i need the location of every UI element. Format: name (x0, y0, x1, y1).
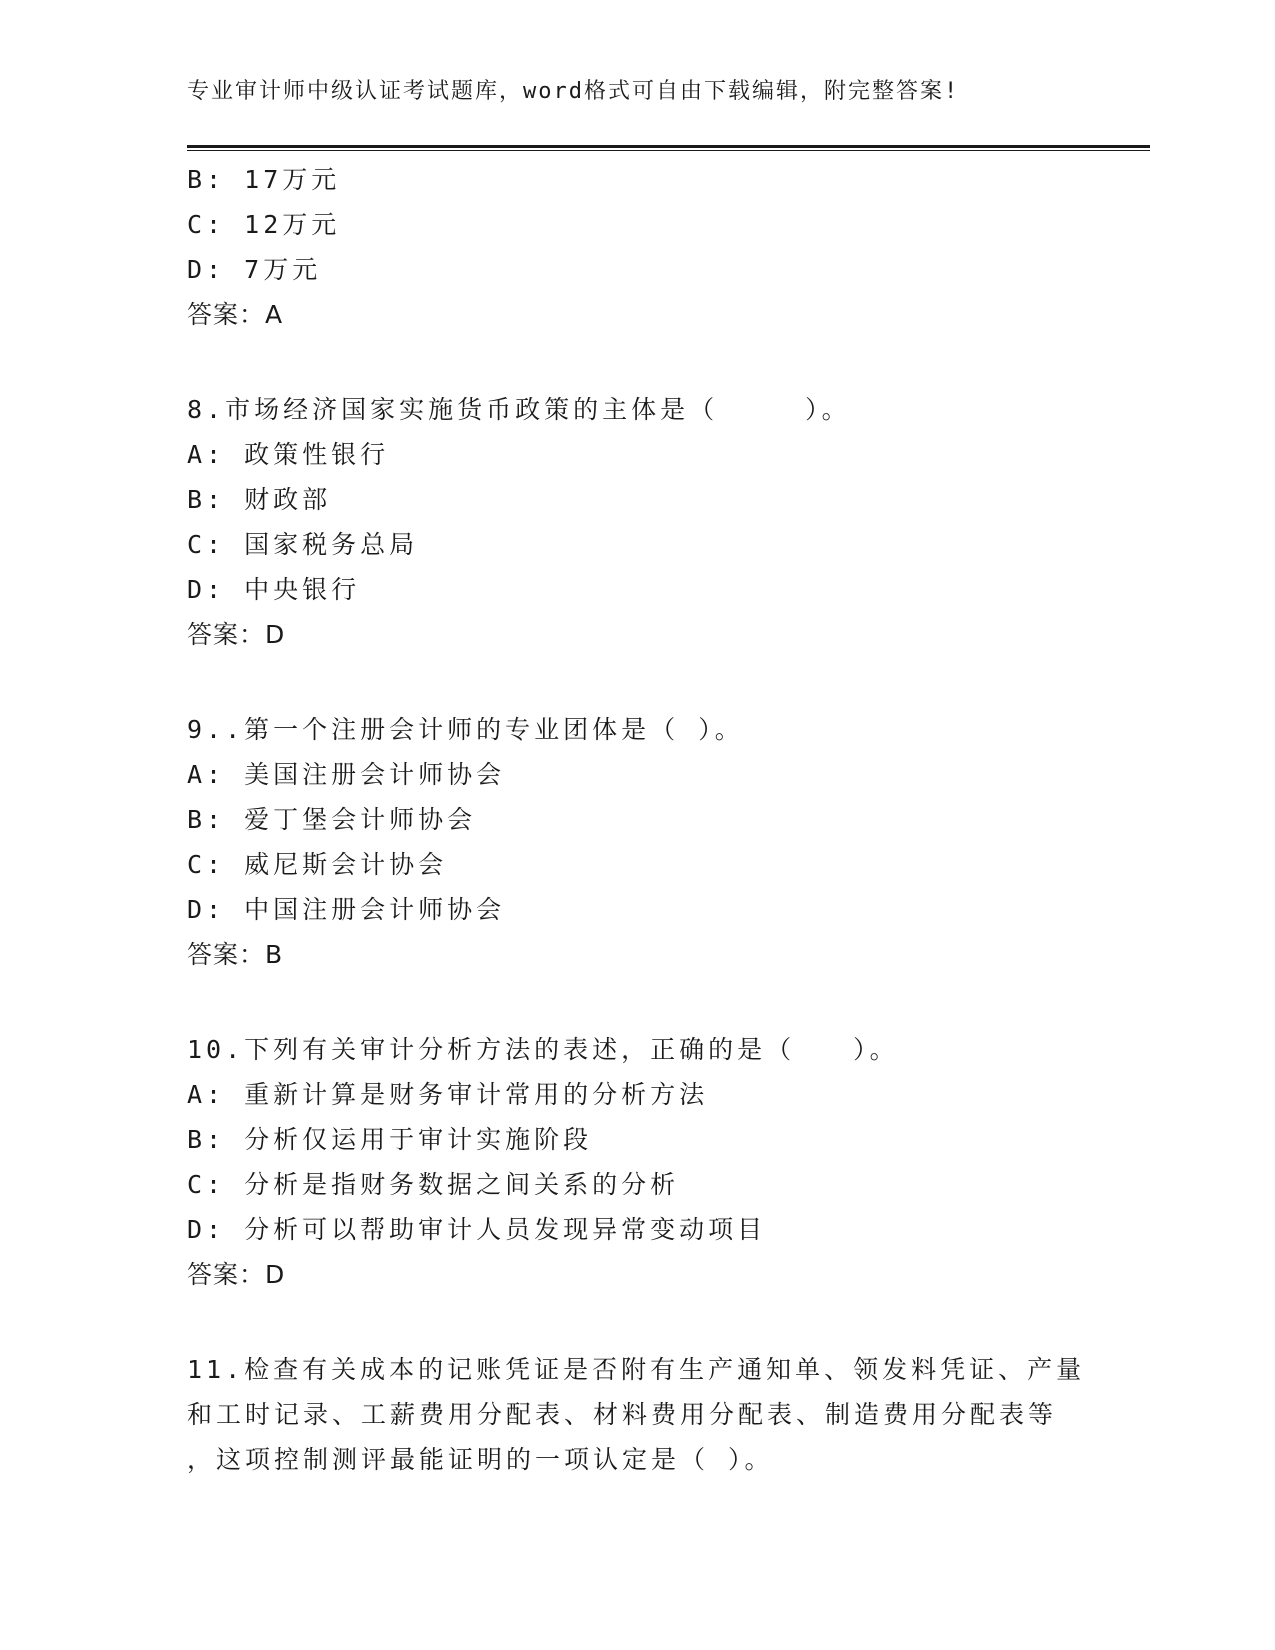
question-11 (187, 1347, 1087, 1482)
answer: 答案：D (187, 620, 286, 649)
page-header: 专业审计师中级认证考试题库，word格式可自由下载编辑，附完整答案! (187, 79, 960, 104)
answer: 答案：A (187, 300, 284, 329)
prev-question (187, 157, 1087, 337)
question-stem-line-1: 11.检查有关成本的记账凭证是否附有生产通知单、领发料凭证、产量 (187, 1355, 1086, 1384)
option-a: A: 政策性银行 (187, 440, 390, 469)
option-b: B: 爱丁堡会计师协会 (187, 805, 477, 834)
option-a: A: 重新计算是财务审计常用的分析方法 (187, 1080, 709, 1109)
question-stem-line-3: ，这项控制测评最能证明的一项认定是（ ）。 (187, 1445, 774, 1474)
question-stem: 8.市场经济国家实施货币政策的主体是（ ）。 (187, 395, 851, 424)
answer: 答案：B (187, 940, 284, 969)
question-9 (187, 707, 1087, 977)
option-d: D: 分析可以帮助审计人员发现异常变动项目 (187, 1215, 767, 1244)
question-stem-line-2: 和工时记录、工薪费用分配表、材料费用分配表、制造费用分配表等 (187, 1400, 1058, 1429)
question-8 (187, 387, 1087, 657)
option-b: B: 17万元 (187, 165, 341, 194)
option-d: D: 中国注册会计师协会 (187, 895, 506, 924)
option-a: A: 美国注册会计师协会 (187, 760, 506, 789)
option-c: C: 威尼斯会计协会 (187, 850, 448, 879)
option-c: C: 国家税务总局 (187, 530, 419, 559)
option-b: B: 分析仅运用于审计实施阶段 (187, 1125, 593, 1154)
question-stem: 10.下列有关审计分析方法的表述，正确的是（ ）。 (187, 1035, 899, 1064)
question-content (187, 157, 1087, 1482)
question-10 (187, 1027, 1087, 1297)
option-c: C: 12万元 (187, 210, 341, 239)
option-d: D: 7万元 (187, 255, 322, 284)
option-c: C: 分析是指财务数据之间关系的分析 (187, 1170, 680, 1199)
option-d: D: 中央银行 (187, 575, 361, 604)
answer: 答案：D (187, 1260, 286, 1289)
header-rule-thin (187, 150, 1150, 151)
header-rule-thick (187, 145, 1150, 148)
question-stem: 9..第一个注册会计师的专业团体是（ ）。 (187, 715, 744, 744)
option-b: B: 财政部 (187, 485, 332, 514)
